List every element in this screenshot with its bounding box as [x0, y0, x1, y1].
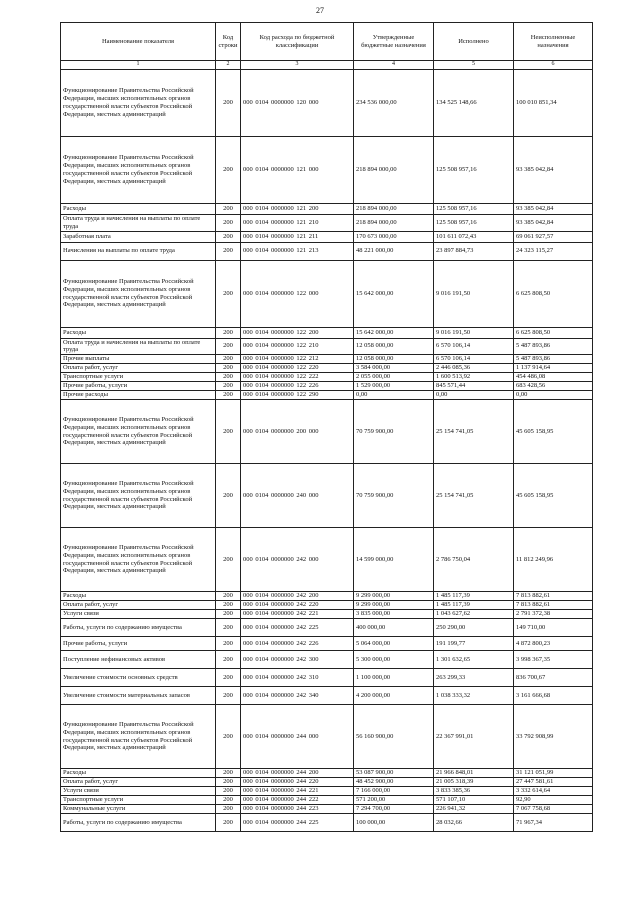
row-expense-code: 000 0104 0000000 242 225 — [241, 619, 354, 637]
table-row — [61, 382, 593, 391]
row-name: Оплата работ, услуг — [61, 364, 216, 373]
header-line-code: Код строки — [216, 23, 241, 61]
row-expense-code: 000 0104 0000000 122 212 — [241, 355, 354, 364]
table-row — [61, 619, 593, 637]
row-expense-code: 000 0104 0000000 242 310 — [241, 669, 354, 687]
budget-execution-table — [60, 22, 593, 832]
row-unexecuted: 93 385 042,84 — [514, 215, 593, 232]
row-name: Услуги связи — [61, 787, 216, 796]
table-body — [61, 70, 593, 832]
column-number: 6 — [514, 61, 593, 70]
row-executed: 6 570 106,14 — [434, 355, 514, 364]
row-name: Поступление нефинансовых активов — [61, 651, 216, 669]
row-approved: 3 835 000,00 — [354, 610, 434, 619]
row-expense-code: 000 0104 0000000 121 211 — [241, 231, 354, 242]
row-unexecuted: 27 447 581,61 — [514, 778, 593, 787]
row-unexecuted: 0,00 — [514, 391, 593, 400]
row-unexecuted: 33 792 908,99 — [514, 705, 593, 769]
row-name: Расходы — [61, 769, 216, 778]
table-row — [61, 338, 593, 355]
row-expense-code: 000 0104 0000000 121 000 — [241, 137, 354, 204]
row-line-code: 200 — [216, 215, 241, 232]
page-number: 27 — [316, 6, 324, 15]
row-unexecuted: 93 385 042,84 — [514, 137, 593, 204]
row-approved: 571 200,00 — [354, 796, 434, 805]
row-line-code: 200 — [216, 242, 241, 260]
row-approved: 56 160 900,00 — [354, 705, 434, 769]
column-number-row — [61, 61, 593, 70]
row-expense-code: 000 0104 0000000 242 200 — [241, 592, 354, 601]
header-expense-code: Код расхода по бюджетной классификации — [241, 23, 354, 61]
row-line-code: 200 — [216, 400, 241, 464]
table-row — [61, 769, 593, 778]
table-row — [61, 796, 593, 805]
row-line-code: 200 — [216, 355, 241, 364]
row-unexecuted: 45 605 158,95 — [514, 464, 593, 528]
row-unexecuted: 100 010 851,34 — [514, 70, 593, 137]
row-unexecuted: 5 487 893,86 — [514, 355, 593, 364]
row-name: Услуги связи — [61, 610, 216, 619]
row-expense-code: 000 0104 0000000 122 226 — [241, 382, 354, 391]
row-line-code: 200 — [216, 364, 241, 373]
table-row — [61, 400, 593, 464]
row-executed: 1 485 117,39 — [434, 592, 514, 601]
row-line-code: 200 — [216, 619, 241, 637]
table-row — [61, 687, 593, 705]
row-name: Заработная плата — [61, 231, 216, 242]
row-executed: 0,00 — [434, 391, 514, 400]
table-row — [61, 601, 593, 610]
table-row — [61, 787, 593, 796]
row-name: Увеличение стоимости основных средств — [61, 669, 216, 687]
row-executed: 1 038 333,32 — [434, 687, 514, 705]
row-approved: 7 294 700,00 — [354, 805, 434, 814]
table-row — [61, 528, 593, 592]
row-approved: 12 058 000,00 — [354, 355, 434, 364]
row-name: Работы, услуги по содержанию имущества — [61, 814, 216, 832]
row-name: Расходы — [61, 204, 216, 215]
row-approved: 5 064 000,00 — [354, 637, 434, 651]
table-row — [61, 610, 593, 619]
row-expense-code: 000 0104 0000000 120 000 — [241, 70, 354, 137]
header-row — [61, 23, 593, 61]
row-approved: 218 894 000,00 — [354, 215, 434, 232]
row-expense-code: 000 0104 0000000 121 213 — [241, 242, 354, 260]
row-line-code: 200 — [216, 796, 241, 805]
row-expense-code: 000 0104 0000000 242 000 — [241, 528, 354, 592]
row-expense-code: 000 0104 0000000 242 340 — [241, 687, 354, 705]
row-executed: 2 446 085,36 — [434, 364, 514, 373]
row-expense-code: 000 0104 0000000 122 210 — [241, 338, 354, 355]
row-name: Функционирование Правительства Российской Федерации, высших исполнительных органов государственной власти субъектов Российской Федерации, местных администраций — [61, 400, 216, 464]
row-approved: 48 452 900,00 — [354, 778, 434, 787]
row-expense-code: 000 0104 0000000 242 300 — [241, 651, 354, 669]
row-approved: 0,00 — [354, 391, 434, 400]
row-expense-code: 000 0104 0000000 244 223 — [241, 805, 354, 814]
row-approved: 218 894 000,00 — [354, 137, 434, 204]
header-unexecuted: Неисполненные назначения — [514, 23, 593, 61]
row-executed: 25 154 741,05 — [434, 464, 514, 528]
header-name: Наименование показателя — [61, 23, 216, 61]
row-line-code: 200 — [216, 70, 241, 137]
row-executed: 250 290,00 — [434, 619, 514, 637]
row-unexecuted: 7 067 758,68 — [514, 805, 593, 814]
row-line-code: 200 — [216, 528, 241, 592]
row-name: Прочие работы, услуги — [61, 637, 216, 651]
row-unexecuted: 93 385 042,84 — [514, 204, 593, 215]
row-name: Прочие работы, услуги — [61, 382, 216, 391]
row-name: Расходы — [61, 327, 216, 338]
row-approved: 234 536 000,00 — [354, 70, 434, 137]
row-name: Транспортные услуги — [61, 796, 216, 805]
row-expense-code: 000 0104 0000000 244 222 — [241, 796, 354, 805]
row-unexecuted: 4 872 800,23 — [514, 637, 593, 651]
row-expense-code: 000 0104 0000000 200 000 — [241, 400, 354, 464]
row-executed: 845 571,44 — [434, 382, 514, 391]
row-unexecuted: 3 998 367,35 — [514, 651, 593, 669]
row-unexecuted: 71 967,34 — [514, 814, 593, 832]
row-line-code: 200 — [216, 204, 241, 215]
row-executed: 25 154 741,05 — [434, 400, 514, 464]
row-unexecuted: 683 428,56 — [514, 382, 593, 391]
row-executed: 9 016 191,50 — [434, 327, 514, 338]
row-name: Функционирование Правительства Российской Федерации, высших исполнительных органов государственной власти субъектов Российской Федерации, местных администраций — [61, 260, 216, 327]
row-executed: 134 525 148,66 — [434, 70, 514, 137]
row-line-code: 200 — [216, 137, 241, 204]
row-name: Функционирование Правительства Российской Федерации, высших исполнительных органов государственной власти субъектов Российской Федерации, местных администраций — [61, 137, 216, 204]
row-line-code: 200 — [216, 814, 241, 832]
row-approved: 170 673 000,00 — [354, 231, 434, 242]
row-approved: 218 894 000,00 — [354, 204, 434, 215]
row-executed: 1 301 632,65 — [434, 651, 514, 669]
row-name: Работы, услуги по содержанию имущества — [61, 619, 216, 637]
row-line-code: 200 — [216, 769, 241, 778]
header-executed: Исполнено — [434, 23, 514, 61]
table-row — [61, 260, 593, 327]
row-executed: 9 016 191,50 — [434, 260, 514, 327]
column-number: 1 — [61, 61, 216, 70]
row-approved: 9 299 000,00 — [354, 592, 434, 601]
row-name: Оплата труда и начисления на выплаты по оплате труда — [61, 215, 216, 232]
row-approved: 4 200 000,00 — [354, 687, 434, 705]
row-approved: 53 087 900,00 — [354, 769, 434, 778]
row-line-code: 200 — [216, 687, 241, 705]
row-unexecuted: 1 137 914,64 — [514, 364, 593, 373]
table-row — [61, 327, 593, 338]
row-unexecuted: 5 487 893,86 — [514, 338, 593, 355]
row-line-code: 200 — [216, 651, 241, 669]
row-unexecuted: 6 625 808,50 — [514, 260, 593, 327]
table-row — [61, 355, 593, 364]
row-expense-code: 000 0104 0000000 122 200 — [241, 327, 354, 338]
row-approved: 15 642 000,00 — [354, 327, 434, 338]
row-name: Транспортные услуги — [61, 373, 216, 382]
row-executed: 1 600 513,92 — [434, 373, 514, 382]
row-unexecuted: 92,90 — [514, 796, 593, 805]
table-row — [61, 137, 593, 204]
row-executed: 1 485 117,39 — [434, 601, 514, 610]
row-expense-code: 000 0104 0000000 122 220 — [241, 364, 354, 373]
row-expense-code: 000 0104 0000000 244 225 — [241, 814, 354, 832]
row-line-code: 200 — [216, 592, 241, 601]
row-approved: 3 584 000,00 — [354, 364, 434, 373]
table-row — [61, 215, 593, 232]
row-approved: 15 642 000,00 — [354, 260, 434, 327]
row-expense-code: 000 0104 0000000 242 226 — [241, 637, 354, 651]
row-expense-code: 000 0104 0000000 244 220 — [241, 778, 354, 787]
column-number: 4 — [354, 61, 434, 70]
row-line-code: 200 — [216, 373, 241, 382]
row-executed: 101 611 072,43 — [434, 231, 514, 242]
row-expense-code: 000 0104 0000000 122 290 — [241, 391, 354, 400]
row-executed: 21 966 848,01 — [434, 769, 514, 778]
row-executed: 23 897 884,73 — [434, 242, 514, 260]
row-line-code: 200 — [216, 391, 241, 400]
row-unexecuted: 31 121 051,99 — [514, 769, 593, 778]
row-unexecuted: 454 486,08 — [514, 373, 593, 382]
row-approved: 70 759 900,00 — [354, 464, 434, 528]
row-line-code: 200 — [216, 338, 241, 355]
row-expense-code: 000 0104 0000000 244 000 — [241, 705, 354, 769]
row-name: Функционирование Правительства Российской Федерации, высших исполнительных органов государственной власти субъектов Российской Федерации, местных администраций — [61, 464, 216, 528]
row-expense-code: 000 0104 0000000 122 222 — [241, 373, 354, 382]
row-approved: 100 000,00 — [354, 814, 434, 832]
table-row — [61, 373, 593, 382]
table-row — [61, 231, 593, 242]
row-executed: 571 107,10 — [434, 796, 514, 805]
row-expense-code: 000 0104 0000000 121 210 — [241, 215, 354, 232]
row-executed: 263 299,33 — [434, 669, 514, 687]
table-row — [61, 669, 593, 687]
row-approved: 14 599 000,00 — [354, 528, 434, 592]
row-approved: 9 299 000,00 — [354, 601, 434, 610]
row-unexecuted: 3 332 614,64 — [514, 787, 593, 796]
row-name: Оплата труда и начисления на выплаты по оплате труда — [61, 338, 216, 355]
row-unexecuted: 11 812 249,96 — [514, 528, 593, 592]
table-row — [61, 242, 593, 260]
row-unexecuted: 149 710,00 — [514, 619, 593, 637]
row-executed: 2 786 750,04 — [434, 528, 514, 592]
table-row — [61, 805, 593, 814]
row-executed: 28 032,66 — [434, 814, 514, 832]
row-unexecuted: 24 323 115,27 — [514, 242, 593, 260]
row-executed: 125 508 957,16 — [434, 137, 514, 204]
row-line-code: 200 — [216, 601, 241, 610]
row-approved: 2 055 000,00 — [354, 373, 434, 382]
row-unexecuted: 7 813 882,61 — [514, 592, 593, 601]
row-line-code: 200 — [216, 669, 241, 687]
row-executed: 226 941,32 — [434, 805, 514, 814]
column-number: 5 — [434, 61, 514, 70]
row-executed: 1 043 627,62 — [434, 610, 514, 619]
table-row — [61, 705, 593, 769]
row-executed: 22 367 991,01 — [434, 705, 514, 769]
row-name: Прочие расходы — [61, 391, 216, 400]
table-row — [61, 778, 593, 787]
row-approved: 48 221 000,00 — [354, 242, 434, 260]
row-name: Расходы — [61, 592, 216, 601]
table-row — [61, 651, 593, 669]
table-row — [61, 464, 593, 528]
row-executed: 6 570 106,14 — [434, 338, 514, 355]
row-line-code: 200 — [216, 382, 241, 391]
row-name: Функционирование Правительства Российской Федерации, высших исполнительных органов государственной власти субъектов Российской Федерации, местных администраций — [61, 705, 216, 769]
row-approved: 1 529 000,00 — [354, 382, 434, 391]
row-approved: 5 300 000,00 — [354, 651, 434, 669]
row-name: Оплата работ, услуг — [61, 778, 216, 787]
row-expense-code: 000 0104 0000000 121 200 — [241, 204, 354, 215]
row-expense-code: 000 0104 0000000 242 220 — [241, 601, 354, 610]
row-expense-code: 000 0104 0000000 244 200 — [241, 769, 354, 778]
row-expense-code: 000 0104 0000000 244 221 — [241, 787, 354, 796]
row-approved: 7 166 000,00 — [354, 787, 434, 796]
row-executed: 3 833 385,36 — [434, 787, 514, 796]
row-line-code: 200 — [216, 327, 241, 338]
row-name: Увеличение стоимости материальных запасов — [61, 687, 216, 705]
row-line-code: 200 — [216, 637, 241, 651]
row-line-code: 200 — [216, 805, 241, 814]
column-number: 3 — [241, 61, 354, 70]
table-row — [61, 814, 593, 832]
row-expense-code: 000 0104 0000000 242 221 — [241, 610, 354, 619]
row-executed: 125 508 957,16 — [434, 204, 514, 215]
table-row — [61, 364, 593, 373]
column-number: 2 — [216, 61, 241, 70]
row-executed: 21 005 318,39 — [434, 778, 514, 787]
table-row — [61, 637, 593, 651]
row-unexecuted: 3 161 666,68 — [514, 687, 593, 705]
row-line-code: 200 — [216, 705, 241, 769]
row-unexecuted: 7 813 882,61 — [514, 601, 593, 610]
row-name: Прочие выплаты — [61, 355, 216, 364]
table-row — [61, 70, 593, 137]
row-line-code: 200 — [216, 787, 241, 796]
row-expense-code: 000 0104 0000000 240 000 — [241, 464, 354, 528]
row-name: Начисления на выплаты по оплате труда — [61, 242, 216, 260]
row-name: Функционирование Правительства Российской Федерации, высших исполнительных органов государственной власти субъектов Российской Федерации, местных администраций — [61, 70, 216, 137]
row-approved: 70 759 900,00 — [354, 400, 434, 464]
row-line-code: 200 — [216, 231, 241, 242]
row-unexecuted: 45 605 158,95 — [514, 400, 593, 464]
row-line-code: 200 — [216, 610, 241, 619]
table-row — [61, 391, 593, 400]
table-row — [61, 592, 593, 601]
row-name: Коммунальные услуги — [61, 805, 216, 814]
row-expense-code: 000 0104 0000000 122 000 — [241, 260, 354, 327]
row-unexecuted: 836 700,67 — [514, 669, 593, 687]
header-approved: Утвержденные бюджетные назначения — [354, 23, 434, 61]
row-approved: 12 058 000,00 — [354, 338, 434, 355]
row-line-code: 200 — [216, 778, 241, 787]
row-unexecuted: 6 625 808,50 — [514, 327, 593, 338]
row-line-code: 200 — [216, 260, 241, 327]
row-executed: 125 508 957,16 — [434, 215, 514, 232]
row-line-code: 200 — [216, 464, 241, 528]
row-name: Оплата работ, услуг — [61, 601, 216, 610]
row-name: Функционирование Правительства Российской Федерации, высших исполнительных органов государственной власти субъектов Российской Федерации, местных администраций — [61, 528, 216, 592]
table-row — [61, 204, 593, 215]
row-unexecuted: 2 791 372,38 — [514, 610, 593, 619]
row-executed: 191 199,77 — [434, 637, 514, 651]
row-unexecuted: 69 061 927,57 — [514, 231, 593, 242]
row-approved: 1 100 000,00 — [354, 669, 434, 687]
row-approved: 400 000,00 — [354, 619, 434, 637]
